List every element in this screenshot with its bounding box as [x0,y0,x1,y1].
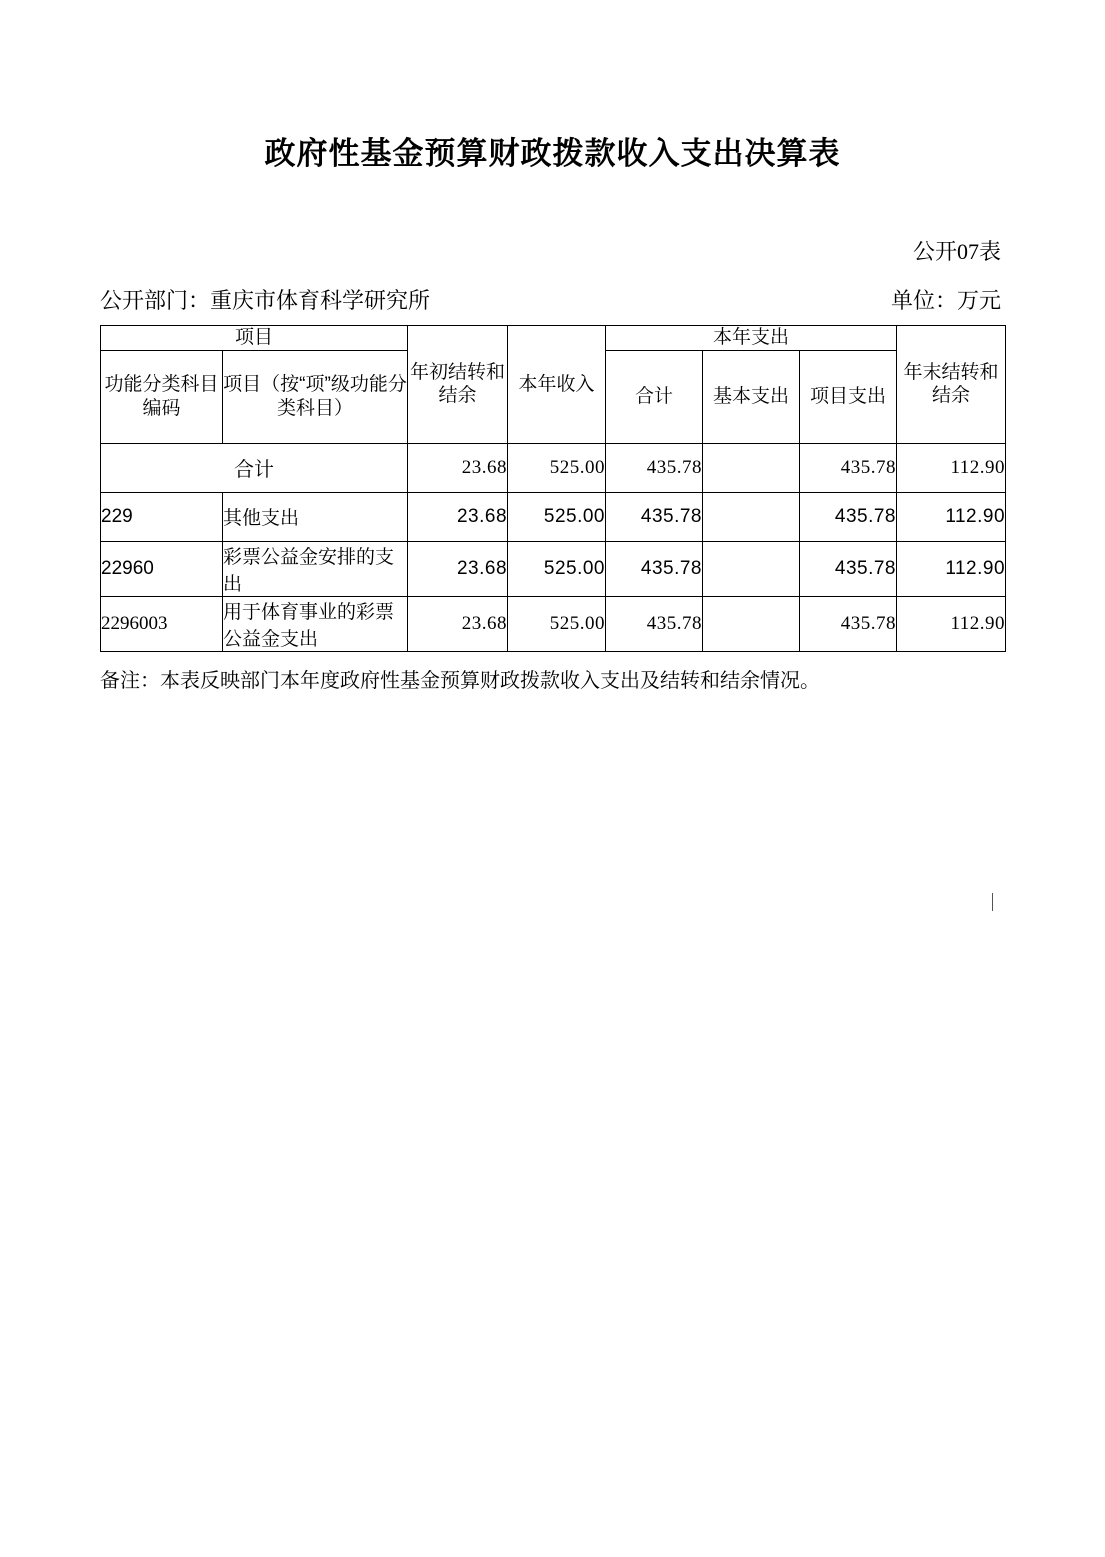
row-2296003-expense-total: 435.78 [606,596,703,651]
row-total-expense-basic [703,443,800,492]
row-2296003-end-balance: 112.90 [897,596,1006,651]
header-expense-basic: 基本支出 [703,350,800,443]
department-name: 重庆市体育科学研究所 [210,288,431,313]
row-total-begin-balance: 23.68 [408,443,508,492]
row-229-expense-total: 435.78 [606,492,703,541]
row-22960-begin-balance: 23.68 [408,541,508,596]
row-2296003-code: 2296003 [101,596,223,651]
meta-row [0,284,1105,315]
header-year-income: 本年收入 [508,326,606,444]
row-2296003-expense-basic [703,596,800,651]
document-page [0,128,1105,1557]
row-22960-expense-total: 435.78 [606,541,703,596]
header-expense-project: 项目支出 [800,350,897,443]
header-begin-balance: 年初结转和结余 [408,326,508,444]
budget-table [100,325,1006,652]
row-2296003-begin-balance: 23.68 [408,596,508,651]
header-group-year-expense: 本年支出 [606,326,897,351]
row-total-year-income: 525.00 [508,443,606,492]
header-group-item: 项目 [101,326,408,351]
row-229-code: 229 [101,492,223,541]
form-number: 公开07表 [912,239,1001,264]
header-expense-total: 合计 [606,350,703,443]
row-2296003-name: 用于体育事业的彩票公益金支出 [223,596,408,651]
row-total-label: 合计 [101,443,408,492]
row-2296003-expense-project: 435.78 [800,596,897,651]
page-title: 政府性基金预算财政拨款收入支出决算表 [264,136,841,171]
table-row [101,596,1006,651]
header-end-balance: 年末结转和结余 [897,326,1006,444]
department-label: 公开部门： [100,288,211,313]
table-header-row-1 [101,326,1006,351]
row-total-end-balance: 112.90 [897,443,1006,492]
row-2296003-year-income: 525.00 [508,596,606,651]
row-22960-name: 彩票公益金安排的支出 [223,541,408,596]
row-total-expense-project: 435.78 [800,443,897,492]
row-229-expense-project: 435.78 [800,492,897,541]
department-line [100,284,430,315]
row-total-expense-total: 435.78 [606,443,703,492]
row-22960-expense-project: 435.78 [800,541,897,596]
row-229-begin-balance: 23.68 [408,492,508,541]
row-229-year-income: 525.00 [508,492,606,541]
row-22960-year-income: 525.00 [508,541,606,596]
row-22960-end-balance: 112.90 [897,541,1006,596]
header-item-name: 项目（按“项”级功能分类科目） [223,350,408,443]
row-229-name: 其他支出 [223,492,408,541]
table-row [101,443,1006,492]
row-22960-expense-basic [703,541,800,596]
row-229-end-balance: 112.90 [897,492,1006,541]
page-mark [992,893,993,911]
table-row [101,541,1006,596]
unit-label: 单位：万元 [890,288,1001,313]
table-note: 备注：本表反映部门本年度政府性基金预算财政拨款收入支出及结转和结余情况。 [100,669,820,692]
row-22960-code: 22960 [101,541,223,596]
header-code: 功能分类科目编码 [101,350,223,443]
row-229-expense-basic [703,492,800,541]
table-row [101,492,1006,541]
